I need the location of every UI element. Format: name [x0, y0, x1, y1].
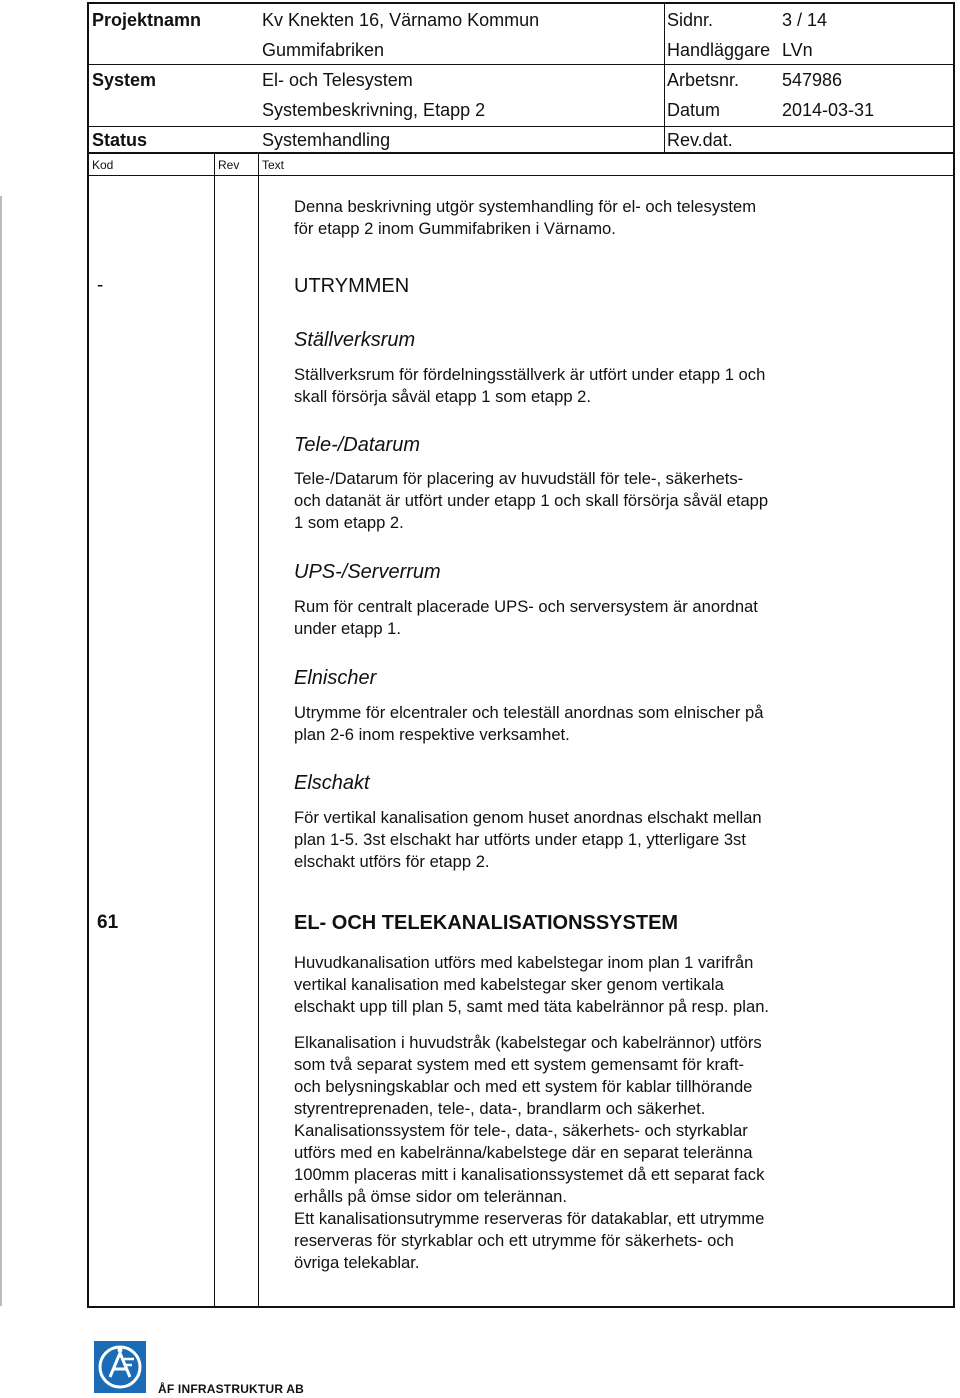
column-divider: [258, 154, 259, 1308]
section-kod: 61: [97, 912, 119, 933]
projektnamn-value: Kv Knekten 16, Värnamo Kommun: [262, 10, 540, 30]
subsection-text: [294, 807, 854, 873]
header-divider: [664, 2, 665, 154]
text-line: Utrymme för elcentraler och teleställ anordnas som elnischer på: [294, 703, 764, 722]
margin-mark: [0, 196, 2, 1306]
text-line: skall försörja såväl etapp 1 som etapp 2.: [294, 387, 592, 406]
section-title: EL- OCH TELEKANALISATIONSSYSTEM: [294, 912, 679, 934]
text-line: Rum för centralt placerade UPS- och serversystem är anordnat: [294, 597, 758, 616]
text-line: för etapp 2 inom Gummifabriken i Värnamo.: [294, 219, 616, 238]
sidnr-value: 3 / 14: [782, 10, 828, 30]
subsection-text: [294, 702, 854, 746]
section-kod: -: [97, 275, 104, 296]
text-line: reserveras för styrkablar och ett utrymme för säkerhets- och: [294, 1231, 734, 1250]
text-line: plan 1-5. 3st elschakt har utförts under etapp 1, ytterligare 3st: [294, 830, 746, 849]
handlaggare-value: LVn: [782, 40, 813, 60]
text-line: elschakt upp till plan 5, samt med täta kabelrännor på resp. plan.: [294, 997, 770, 1016]
text-line: Denna beskrivning utgör systemhandling för el- och telesystem: [294, 197, 757, 216]
column-divider: [214, 154, 215, 1308]
text-line: och datanät är utfört under etapp 1 och skall försörja såväl etapp: [294, 491, 769, 510]
text-line: under etapp 1.: [294, 619, 402, 638]
subsection-heading: Elschakt: [294, 772, 370, 794]
section-title: UTRYMMEN: [294, 275, 410, 297]
text-line: styrentreprenaden, tele-, data-, brandlarm och säkerhet.: [294, 1099, 706, 1118]
text-line: elschakt utförs för etapp 2.: [294, 852, 490, 871]
subsection-text: [294, 364, 854, 408]
company-name: ÅF INFRASTRUKTUR AB: [158, 1382, 305, 1396]
text-line: och belysningskablar och med ett system för kablar tillhörande: [294, 1077, 753, 1096]
text-line: Ett kanalisationsutrymme reserveras för datakablar, ett utrymme: [294, 1209, 765, 1228]
text-line: utförs med en kabelränna/kabelstege där en separat teleränna: [294, 1143, 753, 1162]
subsection-heading: Ställverksrum: [294, 329, 416, 351]
subsection-text: [294, 596, 854, 640]
subsection-heading: Elnischer: [294, 667, 377, 689]
text-line: Ställverksrum för fördelningsställverk är utfört under etapp 1 och: [294, 365, 766, 384]
header-divider: [87, 126, 955, 127]
text-line: För vertikal kanalisation genom huset anordnas elschakt mellan: [294, 808, 762, 827]
text-line: vertikal kanalisation med kabelstegar sker genom vertikala: [294, 975, 724, 994]
text-line: plan 2-6 inom respektive verksamhet.: [294, 725, 570, 744]
text-line: övriga telekablar.: [294, 1253, 420, 1272]
af-logo-icon: [94, 1341, 146, 1393]
revdat-label: Rev.dat.: [667, 130, 733, 150]
handlaggare-label: Handläggare: [667, 40, 771, 60]
text-line: 1 som etapp 2.: [294, 513, 404, 532]
status-label: Status: [92, 130, 148, 150]
header-divider: [87, 64, 955, 65]
projektnamn-label: Projektnamn: [92, 10, 202, 30]
subsection-text: [294, 468, 854, 534]
text-line: Kanalisationssystem för tele-, data-, säkerhets- och styrkablar: [294, 1121, 748, 1140]
column-kod: Kod: [92, 158, 114, 172]
text-line: erhålls på ömse sidor om telerännan.: [294, 1187, 568, 1206]
text-line: 100mm placeras mitt i kanalisationssystemet då ett separat fack: [294, 1165, 765, 1184]
subsection-heading: UPS-/Serverrum: [294, 561, 441, 583]
arbetsnr-value: 547986: [782, 70, 843, 90]
system-label: System: [92, 70, 157, 90]
status-value: Systemhandling: [262, 130, 391, 150]
text-line: Elkanalisation i huvudstråk (kabelstegar och kabelrännor) utförs: [294, 1033, 762, 1052]
system-value-2: Systembeskrivning, Etapp 2: [262, 100, 486, 120]
text-line: Tele-/Datarum för placering av huvudställ för tele-, säkerhets-: [294, 469, 744, 488]
column-header-divider: [87, 175, 955, 176]
subsection-heading: Tele-/Datarum: [294, 434, 420, 456]
section-paragraph: [294, 952, 854, 1018]
column-text: Text: [262, 158, 285, 172]
text-line: som två separat system med ett system gemensamt för kraft-: [294, 1055, 745, 1074]
column-rev: Rev: [218, 158, 240, 172]
datum-label: Datum: [667, 100, 721, 120]
intro-paragraph: [294, 196, 854, 240]
projektnamn-value-2: Gummifabriken: [262, 40, 385, 60]
datum-value: 2014-03-31: [782, 100, 875, 120]
section-paragraph: [294, 1032, 854, 1274]
arbetsnr-label: Arbetsnr.: [667, 70, 740, 90]
system-value: El- och Telesystem: [262, 70, 413, 90]
sidnr-label: Sidnr.: [667, 10, 714, 30]
text-line: Huvudkanalisation utförs med kabelstegar inom plan 1 varifrån: [294, 953, 754, 972]
